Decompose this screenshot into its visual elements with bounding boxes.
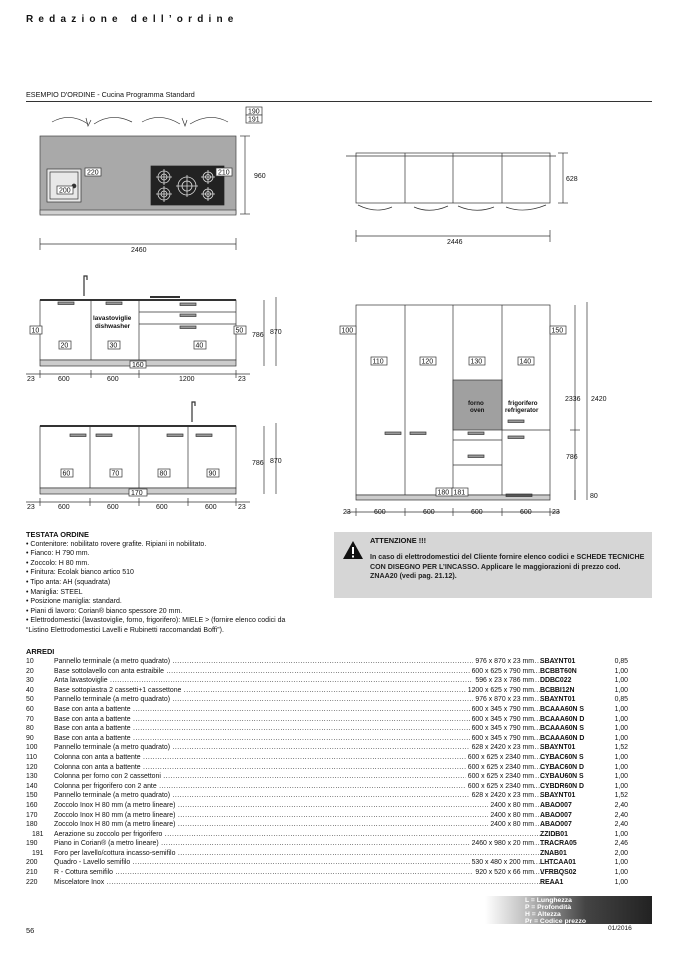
svg-text:oven: oven (470, 407, 485, 414)
arredi-table (26, 657, 652, 887)
svg-text:1200: 1200 (179, 376, 195, 383)
attention-box (334, 532, 652, 598)
svg-text:23: 23 (343, 509, 351, 516)
table-row (26, 839, 652, 849)
row-code: LHTCAA01 (540, 859, 576, 867)
row-quantity: 1,00 (614, 753, 628, 761)
row-quantity: 0,85 (614, 696, 628, 704)
svg-text:190: 190 (248, 108, 260, 116)
row-position: 180 (26, 821, 38, 829)
svg-text:200: 200 (59, 187, 71, 195)
svg-text:600: 600 (423, 509, 435, 516)
row-description: Colonna per forno con 2 cassettoni ..... (54, 772, 560, 782)
svg-text:130: 130 (470, 358, 483, 366)
row-code: ABAO007 (540, 801, 572, 809)
svg-text:frigorifero: frigorifero (508, 400, 538, 407)
svg-text:220: 220 (87, 169, 99, 177)
row-dimensions: 600 x 625 x 2340 mm (467, 763, 534, 771)
row-description: Pannello terminale (a metro quadrato) ..... (54, 791, 560, 801)
table-row (26, 763, 652, 773)
svg-text:23: 23 (238, 504, 246, 511)
row-code: TRACRA05 (540, 840, 577, 848)
row-quantity: 1,00 (614, 705, 628, 713)
svg-text:30: 30 (109, 342, 118, 350)
row-quantity: 2,46 (614, 840, 628, 848)
row-dimensions: 600 x 345 x 790 mm (471, 705, 534, 713)
svg-text:90: 90 (208, 470, 217, 478)
row-position: 110 (26, 753, 37, 761)
row-quantity: 1,00 (614, 773, 628, 781)
svg-text:600: 600 (471, 509, 483, 516)
row-dimensions: 2460 x 980 x 20 mm (471, 840, 534, 848)
testata-line: • Fianco: H 790 mm. (26, 550, 90, 558)
row-code: CYBAU60N S (540, 773, 584, 781)
row-code: ABAO007 (540, 821, 572, 829)
svg-text:181: 181 (453, 489, 466, 497)
row-code: ZZIDB01 (540, 830, 568, 838)
row-description: Base con anta a battente ..... (54, 734, 560, 744)
row-description: R - Cottura semifilo ..... (54, 868, 560, 878)
row-position: 20 (26, 667, 34, 675)
row-dimensions: 530 x 480 x 200 mm (471, 859, 534, 867)
row-code: BCBBT60N (540, 667, 577, 675)
row-dimensions: 600 x 625 x 2340 mm (467, 773, 534, 781)
row-code: BCBBI12N (540, 686, 575, 694)
row-position: 200 (26, 859, 38, 867)
warning-icon (342, 540, 364, 560)
testata-heading: TESTATA ORDINE (26, 530, 89, 539)
table-row (26, 772, 652, 782)
table-row (26, 782, 652, 792)
svg-text:140: 140 (519, 358, 532, 366)
row-quantity: 2,40 (614, 801, 628, 809)
row-dimensions: 2400 x 80 mm (490, 801, 534, 809)
row-dimensions: 600 x 345 x 790 mm (471, 725, 534, 733)
row-position: 10 (26, 658, 34, 665)
svg-text:20: 20 (60, 342, 69, 350)
row-quantity: 2,40 (614, 821, 628, 829)
row-quantity: 1,00 (614, 725, 628, 733)
table-row (26, 676, 652, 686)
svg-text:786: 786 (252, 460, 264, 467)
svg-text:refrigerator: refrigerator (505, 407, 539, 414)
svg-text:2420: 2420 (591, 396, 607, 403)
table-row (26, 791, 652, 801)
row-code: DDBC022 (540, 677, 572, 685)
table-row (26, 878, 652, 888)
svg-text:870: 870 (270, 458, 282, 465)
legend-line: P = Profondità (525, 904, 572, 911)
row-dimensions: 628 x 2420 x 23 mm (471, 744, 534, 752)
svg-text:2446: 2446 (447, 239, 463, 246)
svg-text:180: 180 (437, 489, 450, 497)
row-quantity: 1,00 (614, 782, 628, 790)
row-description: Pannello terminale (a metro quadrato) ..... (54, 695, 560, 705)
row-code: BCAAA60N D (540, 715, 585, 723)
legend-box (485, 896, 652, 924)
table-row (26, 657, 652, 667)
testata-line: “Listino Elettrodomestici Lavelli e Rubinetti raccomandati Boffi”). (26, 626, 224, 634)
row-position: 210 (26, 869, 38, 877)
attention-body: In caso di elettrodomestici del Cliente fornire elenco codici e SCHEDE TECNICHE CON DISEGNO PER L’INCASSO. Applicare le maggiorazioni di prezzo cod. ZNAA20 (vedi pag. 21.12). (370, 553, 645, 581)
testata-line: • Tipo anta: AH (squadrata) (26, 578, 111, 586)
row-description: Aerazione su zoccolo per frigorifero ..... (54, 830, 560, 840)
svg-text:lavastoviglie: lavastoviglie (93, 315, 132, 322)
row-code: SBAYNT01 (540, 696, 576, 704)
table-row (26, 715, 652, 725)
table-row (26, 686, 652, 696)
svg-text:870: 870 (270, 329, 282, 336)
row-code: SBAYNT01 (540, 658, 576, 665)
row-description: Pannello terminale (a metro quadrato) ..... (54, 657, 560, 667)
table-row (26, 820, 652, 830)
svg-text:600: 600 (107, 504, 119, 511)
row-description: Quadro - Lavello semifilo ..... (54, 858, 560, 868)
svg-text:dishwasher: dishwasher (95, 323, 131, 330)
svg-text:60: 60 (62, 470, 71, 478)
testata-ordine (26, 530, 326, 636)
svg-text:120: 120 (421, 358, 434, 366)
row-dimensions: 600 x 625 x 2340 mm (467, 782, 534, 790)
table-row (26, 801, 652, 811)
svg-text:forno: forno (468, 400, 484, 407)
row-code: CYBAC60N D (540, 763, 585, 771)
row-code: ABAO007 (540, 811, 572, 819)
row-quantity: 1,00 (614, 734, 628, 742)
row-quantity: 2,40 (614, 811, 628, 819)
row-position: 50 (26, 696, 34, 704)
row-code: BCAAA60N S (540, 705, 585, 713)
plan-view-left (40, 117, 250, 250)
row-position: 181 (32, 830, 44, 838)
table-row (26, 753, 652, 763)
attention-heading: ATTENZIONE !!! (370, 536, 427, 545)
page-number: 56 (26, 926, 35, 935)
svg-text:600: 600 (58, 376, 70, 383)
plan-view-right (346, 153, 568, 242)
row-position: 90 (26, 734, 34, 742)
row-dimensions: 600 x 625 x 2340 mm (467, 753, 534, 761)
row-description: Base con anta a battente ..... (54, 724, 560, 734)
edition-date: 01/2016 (608, 925, 632, 932)
row-description: Piano in Corian® (a metro lineare) ..... (54, 839, 560, 849)
svg-text:10: 10 (31, 327, 40, 335)
svg-text:70: 70 (111, 470, 120, 478)
testata-line: • Contenitore: nobilitato rovere grafite. Ripiani in nobilitato. (26, 540, 207, 548)
row-position: 60 (26, 705, 34, 713)
row-position: 120 (26, 763, 38, 771)
row-dimensions: 600 x 345 x 790 mm (471, 715, 534, 723)
testata-line: • Zoccolo: H 80 mm. (26, 559, 90, 567)
row-quantity: 1,00 (614, 763, 628, 771)
row-quantity: 0,85 (614, 658, 628, 665)
row-dimensions: 1200 x 625 x 790 mm (467, 686, 534, 694)
svg-text:80: 80 (159, 470, 168, 478)
row-description: Colonna con anta a battente ..... (54, 763, 560, 773)
svg-text:600: 600 (58, 504, 70, 511)
legend-line: L = Lunghezza (525, 897, 572, 904)
row-dimensions: 976 x 870 x 23 mm (475, 696, 534, 704)
row-position: 191 (32, 849, 44, 857)
row-dimensions: 596 x 23 x 786 mm (475, 677, 534, 685)
page-subtitle: ESEMPIO D'ORDINE - Cucina Programma Standard (26, 90, 195, 99)
svg-text:150: 150 (551, 327, 564, 335)
row-code: CYBAC60N S (540, 753, 584, 761)
svg-text:23: 23 (27, 504, 35, 511)
table-row (26, 868, 652, 878)
page-title: Redazione dell’ordine (26, 14, 239, 25)
row-quantity: 1,52 (614, 744, 628, 752)
row-position: 170 (26, 811, 38, 819)
svg-text:23: 23 (238, 376, 246, 383)
svg-text:23: 23 (552, 509, 560, 516)
row-description: Pannello terminale (a metro quadrato) ..... (54, 743, 560, 753)
row-description: Anta lavastoviglie ..... (54, 676, 560, 686)
row-dimensions: 976 x 870 x 23 mm (475, 658, 534, 665)
row-quantity: 1,00 (614, 859, 628, 867)
row-quantity: 1,00 (614, 869, 628, 877)
row-code: BCAAA60N D (540, 734, 585, 742)
svg-text:600: 600 (205, 504, 217, 511)
svg-text:786: 786 (252, 332, 264, 339)
elevation-lower (26, 402, 276, 506)
table-row (26, 695, 652, 705)
svg-text:600: 600 (374, 509, 386, 516)
row-description: Base sottolavello con anta estraibile ..... (54, 667, 560, 677)
row-quantity: 2,00 (614, 849, 628, 857)
row-quantity: 1,00 (614, 830, 628, 838)
svg-text:210: 210 (218, 169, 230, 177)
svg-text:600: 600 (156, 504, 168, 511)
svg-text:23: 23 (27, 376, 35, 383)
row-description: Zoccolo Inox H 80 mm (a metro lineare) ..... (54, 820, 560, 830)
legend-line: Pr = Codice prezzo (525, 918, 586, 925)
legend-line: H = Altezza (525, 911, 561, 918)
row-quantity: 1,52 (614, 792, 628, 800)
row-dimensions: 2400 x 80 mm (490, 821, 534, 829)
row-description: Miscelatore Inox ..... (54, 878, 560, 888)
svg-text:50: 50 (235, 327, 244, 335)
row-description: Base sottopiastra 2 cassetti+1 cassettone ..... (54, 686, 560, 696)
table-row (26, 667, 652, 677)
svg-text:600: 600 (520, 509, 532, 516)
arredi-heading: ARREDI (26, 647, 55, 656)
table-row (26, 724, 652, 734)
row-code: SBAYNT01 (540, 792, 576, 800)
row-description: Base con anta a battente ..... (54, 715, 560, 725)
svg-text:2460: 2460 (131, 247, 147, 254)
row-quantity: 1,00 (614, 878, 628, 886)
row-position: 30 (26, 677, 34, 685)
row-position: 220 (26, 878, 38, 886)
testata-line: • Posizione maniglia: standard. (26, 598, 122, 606)
row-code: CYBDR60N D (540, 782, 585, 790)
row-position: 80 (26, 725, 34, 733)
testata-line: • Elettrodomestici (lavastoviglie, forno, frigorifero): MIELE > (fornire elenco codici da (26, 617, 286, 625)
row-code: BCAAA60N S (540, 725, 585, 733)
table-row (26, 811, 652, 821)
svg-text:110: 110 (372, 358, 384, 366)
row-quantity: 1,00 (614, 686, 628, 694)
table-row (26, 705, 652, 715)
row-description: Colonna con anta a battente ..... (54, 753, 560, 763)
row-dimensions: 628 x 2420 x 23 mm (471, 792, 534, 800)
row-code: VFRBQS02 (540, 869, 577, 877)
svg-text:80: 80 (590, 493, 598, 500)
row-code: REAA1 (540, 878, 564, 886)
row-dimensions: 600 x 345 x 790 mm (471, 734, 534, 742)
testata-line: • Maniglia: STEEL (26, 588, 83, 596)
row-description: Foro per lavello/cottura incasso-semifilo ..... (54, 849, 560, 859)
row-position: 140 (26, 782, 38, 790)
svg-text:2336: 2336 (565, 396, 581, 403)
row-dimensions: 600 x 625 x 790 mm (471, 667, 534, 675)
row-position: 40 (26, 686, 34, 694)
row-quantity: 1,00 (614, 715, 628, 723)
svg-text:191: 191 (248, 116, 260, 124)
testata-line: • Piani di lavoro: Corian® bianco spessore 20 mm. (26, 607, 183, 615)
svg-text:600: 600 (107, 376, 119, 383)
svg-text:170: 170 (131, 490, 143, 497)
row-code: ZNAB01 (540, 849, 567, 857)
row-dimensions: 920 x 520 x 66 mm (475, 869, 534, 877)
testata-line: • Finitura: Ecolak bianco artico 510 (26, 569, 134, 577)
row-code: SBAYNT01 (540, 744, 576, 752)
row-position: 190 (26, 840, 38, 848)
row-position: 150 (26, 792, 38, 800)
row-position: 100 (26, 744, 38, 752)
row-quantity: 1,00 (614, 677, 628, 685)
row-position: 130 (26, 773, 38, 781)
svg-text:628: 628 (566, 176, 578, 183)
table-row (26, 734, 652, 744)
table-row (26, 849, 652, 859)
row-description: Colonna per frigorifero con 2 ante ..... (54, 782, 560, 792)
svg-text:100: 100 (341, 327, 354, 335)
svg-text:786: 786 (566, 454, 578, 461)
svg-text:960: 960 (254, 173, 266, 180)
row-description: Zoccolo Inox H 80 mm (a metro lineare) ..... (54, 811, 560, 821)
row-position: 160 (26, 801, 38, 809)
table-row (26, 743, 652, 753)
svg-text:40: 40 (195, 342, 204, 350)
row-quantity: 1,00 (614, 667, 628, 675)
svg-text:160: 160 (132, 362, 144, 369)
row-dimensions: 2400 x 80 mm (490, 811, 534, 819)
row-position: 70 (26, 715, 34, 723)
table-row (26, 830, 652, 840)
table-row (26, 858, 652, 868)
row-description: Base con anta a battente ..... (54, 705, 560, 715)
row-description: Zoccolo Inox H 80 mm (a metro lineare) ..... (54, 801, 560, 811)
